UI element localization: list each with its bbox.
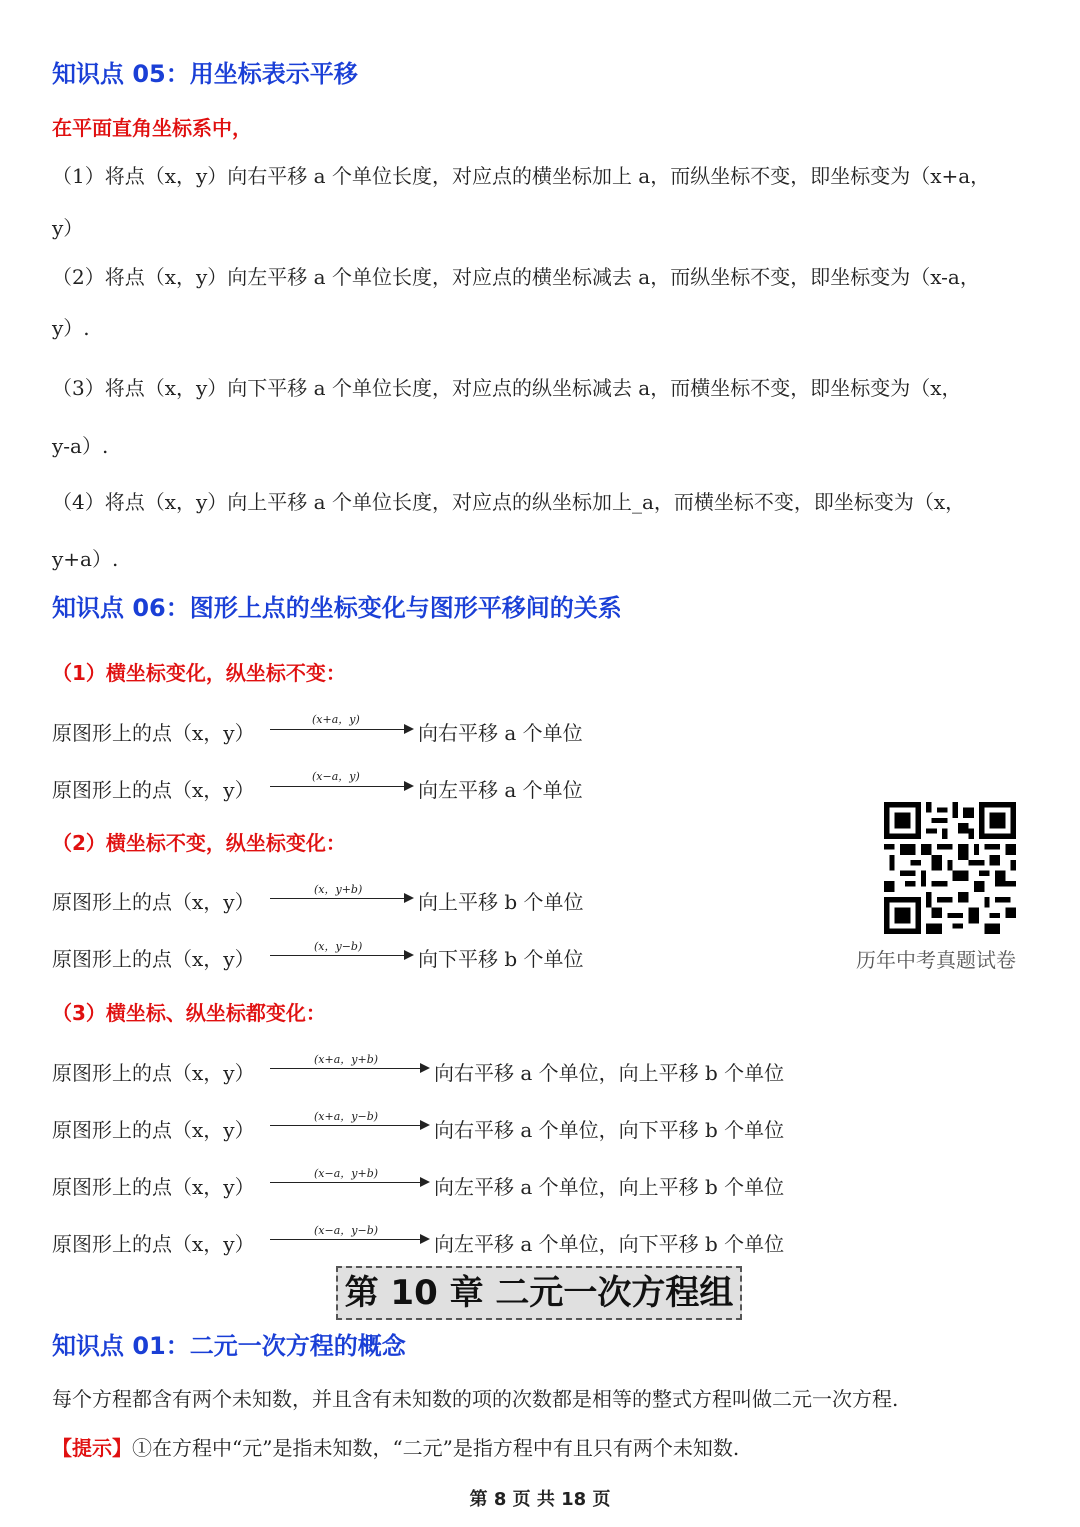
transform-arrow <box>270 955 406 956</box>
transform-row-prefix: 原图形上的点（x，y） <box>52 947 255 971</box>
kp05-item-3-line1: （3）将点（x，y）向下平移 a 个单位长度，对应点的纵坐标减去 a，而横坐标不变，即坐标变为（x， <box>52 376 962 400</box>
tip-text: ①在方程中“元”是指未知数，“二元”是指方程中有且只有两个未知数. <box>132 1436 740 1460</box>
transform-result: 向右平移 a 个单位，向下平移 b 个单位 <box>434 1118 785 1142</box>
transform-result: 向下平移 b 个单位 <box>418 947 584 971</box>
kp01-definition: 每个方程都含有两个未知数，并且含有未知数的项的次数都是相等的整式方程叫做二元一次方程. <box>52 1387 899 1411</box>
qr-caption: 历年中考真题试卷 <box>856 948 1016 972</box>
kp05-item-1-line1: （1）将点（x，y）向右平移 a 个单位长度，对应点的横坐标加上 a，而纵坐标不变，即坐标变为（x+a， <box>52 164 991 188</box>
transform-result: 向左平移 a 个单位，向上平移 b 个单位 <box>434 1175 785 1199</box>
chapter-title: 第 10 章 二元一次方程组 <box>336 1266 742 1320</box>
transform-arrow <box>270 1125 422 1126</box>
transform-arrow <box>270 729 406 730</box>
transform-arrow-label: (x+a，y−b) <box>314 1110 379 1123</box>
qr-code-icon[interactable] <box>884 802 1016 934</box>
transform-arrow <box>270 1182 422 1183</box>
transform-row-prefix: 原图形上的点（x，y） <box>52 778 255 802</box>
kp06-group-1-heading: （1）横坐标变化，纵坐标不变： <box>52 661 346 685</box>
transform-arrow-label: (x−a，y−b) <box>314 1224 379 1237</box>
transform-result: 向左平移 a 个单位，向下平移 b 个单位 <box>434 1232 785 1256</box>
kp05-intro: 在平面直角坐标系中， <box>52 116 252 140</box>
kp01-title: 知识点 01：二元一次方程的概念 <box>52 1332 406 1360</box>
transform-result: 向右平移 a 个单位，向上平移 b 个单位 <box>434 1061 785 1085</box>
arrow-head-icon <box>404 724 414 734</box>
arrow-head-icon <box>420 1177 430 1187</box>
transform-arrow-label: (x，y−b) <box>314 940 363 953</box>
kp05-item-2-line1: （2）将点（x，y）向左平移 a 个单位长度，对应点的横坐标减去 a，而纵坐标不变，即坐标变为（x-a， <box>52 265 980 289</box>
transform-arrow <box>270 898 406 899</box>
transform-arrow-label: (x+a，y+b) <box>314 1053 379 1066</box>
page-number: 第 8 页 共 18 页 <box>469 1489 611 1510</box>
arrow-head-icon <box>404 781 414 791</box>
arrow-head-icon <box>404 950 414 960</box>
kp05-item-4-line1: （4）将点（x，y）向上平移 a 个单位长度，对应点的纵坐标加上_a，而横坐标不变，即坐标变为（x， <box>52 490 966 514</box>
transform-row-prefix: 原图形上的点（x，y） <box>52 1061 255 1085</box>
transform-arrow <box>270 1068 422 1069</box>
transform-arrow-label: (x，y+b) <box>314 883 363 896</box>
transform-arrow-label: (x−a，y+b) <box>314 1167 379 1180</box>
arrow-head-icon <box>420 1234 430 1244</box>
transform-result: 向右平移 a 个单位 <box>418 721 583 745</box>
transform-arrow-label: (x+a，y) <box>312 713 360 726</box>
transform-row-prefix: 原图形上的点（x，y） <box>52 1232 255 1256</box>
kp05-title: 知识点 05：用坐标表示平移 <box>52 60 358 88</box>
kp06-group-3-heading: （3）横坐标、纵坐标都变化： <box>52 1001 326 1025</box>
kp01-tip <box>52 1432 739 1461</box>
transform-row-prefix: 原图形上的点（x，y） <box>52 1118 255 1142</box>
kp05-item-4-line2: y+a）. <box>52 547 119 571</box>
arrow-head-icon <box>420 1120 430 1130</box>
kp05-item-2-line2: y）. <box>52 316 90 340</box>
transform-arrow-label: (x−a，y) <box>312 770 360 783</box>
tip-label: 【提示】 <box>52 1436 132 1460</box>
transform-result: 向上平移 b 个单位 <box>418 890 584 914</box>
transform-result: 向左平移 a 个单位 <box>418 778 583 802</box>
transform-row-prefix: 原图形上的点（x，y） <box>52 890 255 914</box>
kp05-item-3-line2: y-a）. <box>52 434 109 458</box>
kp06-title: 知识点 06：图形上点的坐标变化与图形平移间的关系 <box>52 594 622 622</box>
arrow-head-icon <box>404 893 414 903</box>
transform-arrow <box>270 786 406 787</box>
transform-row-prefix: 原图形上的点（x，y） <box>52 721 255 745</box>
arrow-head-icon <box>420 1063 430 1073</box>
transform-row-prefix: 原图形上的点（x，y） <box>52 1175 255 1199</box>
transform-arrow <box>270 1239 422 1240</box>
kp06-group-2-heading: （2）横坐标不变，纵坐标变化： <box>52 831 346 855</box>
kp05-item-1-line2: y） <box>52 216 84 240</box>
